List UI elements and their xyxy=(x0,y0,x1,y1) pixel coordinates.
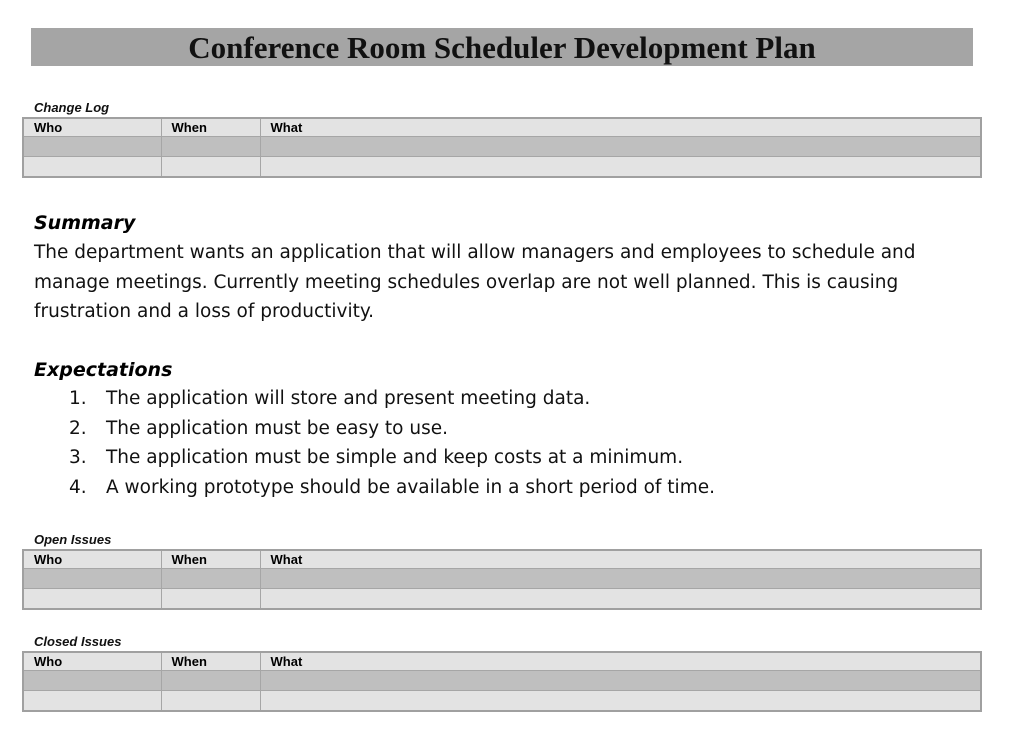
table-cell[interactable] xyxy=(260,671,981,691)
table-cell[interactable] xyxy=(23,569,161,589)
list-item xyxy=(34,473,715,503)
table-cell[interactable] xyxy=(23,671,161,691)
table-cell[interactable] xyxy=(260,157,981,177)
column-header-who: Who xyxy=(23,550,161,569)
list-number: 1. xyxy=(69,388,87,409)
closed-issues-table xyxy=(22,651,982,712)
expectations-heading: Expectations xyxy=(34,359,173,381)
list-item-text: The application must be simple and keep costs at a minimum. xyxy=(106,447,684,468)
table-cell[interactable] xyxy=(161,569,260,589)
table-cell[interactable] xyxy=(161,137,260,157)
column-header-when: When xyxy=(161,652,260,671)
table-cell[interactable] xyxy=(260,589,981,609)
table-cell[interactable] xyxy=(23,589,161,609)
table-cell[interactable] xyxy=(23,691,161,711)
list-item-text: The application will store and present meeting data. xyxy=(106,388,591,409)
summary-text: The department wants an application that will allow managers and employees to schedule and manage meetings. Currently meeting schedules overlap are not well planned. This is causing frustration and a loss of productivity. xyxy=(34,242,916,322)
table-header-row xyxy=(23,118,981,137)
table-header-row xyxy=(23,550,981,569)
list-number: 2. xyxy=(69,417,87,439)
table-row xyxy=(23,691,981,711)
column-header-what: What xyxy=(260,118,981,137)
table-cell[interactable] xyxy=(23,157,161,177)
open-issues-table xyxy=(22,549,982,610)
table-row xyxy=(23,671,981,691)
closed-issues-label: Closed Issues xyxy=(34,634,122,649)
table-row xyxy=(23,137,981,157)
list-item xyxy=(34,384,715,414)
table-cell[interactable] xyxy=(260,137,981,157)
change-log-label: Change Log xyxy=(34,100,110,115)
list-item-text: A working prototype should be available in a short period of time. xyxy=(106,476,715,498)
expectations-list xyxy=(34,384,715,502)
table-cell[interactable] xyxy=(260,569,981,589)
table-cell[interactable] xyxy=(161,157,260,177)
table-cell[interactable] xyxy=(260,691,981,711)
table-header-row xyxy=(23,652,981,671)
column-header-what: What xyxy=(260,550,981,569)
table-row xyxy=(23,589,981,609)
list-item-text: The application must be easy to use. xyxy=(106,417,449,439)
column-header-when: When xyxy=(161,118,260,137)
table-cell[interactable] xyxy=(161,671,260,691)
column-header-who: Who xyxy=(23,652,161,671)
change-log-table xyxy=(22,117,982,178)
open-issues-label: Open Issues xyxy=(34,532,112,547)
summary-heading: Summary xyxy=(34,212,136,234)
document-title: Conference Room Scheduler Development Plan xyxy=(31,28,973,66)
list-number: 3. xyxy=(69,447,87,468)
column-header-when: When xyxy=(161,550,260,569)
table-row xyxy=(23,569,981,589)
column-header-who: Who xyxy=(23,118,161,137)
table-row xyxy=(23,157,981,177)
column-header-what: What xyxy=(260,652,981,671)
table-cell[interactable] xyxy=(161,589,260,609)
list-item xyxy=(34,414,715,444)
list-item xyxy=(34,443,715,473)
list-number: 4. xyxy=(69,476,87,498)
table-cell[interactable] xyxy=(23,137,161,157)
table-cell[interactable] xyxy=(161,691,260,711)
